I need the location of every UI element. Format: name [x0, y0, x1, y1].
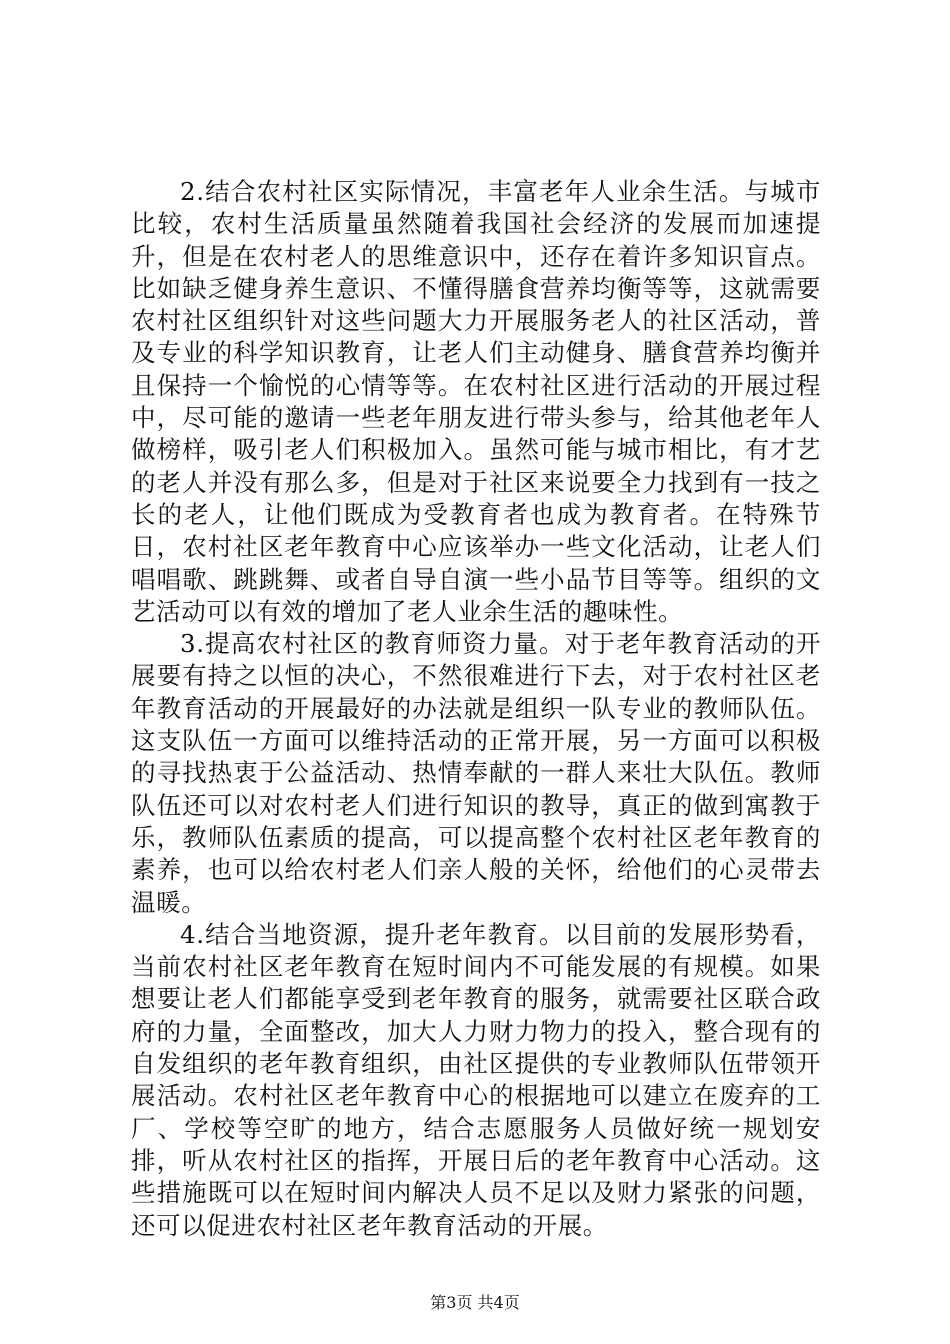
paragraph-item-3: 3.提高农村社区的教育师资力量。对于老年教育活动的开展要有持之以恒的决心，不然很难进行下去，对于农村社区老年教育活动的开展最好的办法就是组织一队专业的教师队伍。这支队伍一方面可以维持活动的正常开展，另一方面可以积极的寻找热衷于公益活动、热情奉献的一群人来壮大队伍。教师队伍还可以对农村老人们进行知识的教导，真正的做到寓教于乐，教师队伍素质的提高，可以提高整个农村社区老年教育的素养，也可以给农村老人们亲人般的关怀，给他们的心灵带去温暖。	[131, 629, 821, 917]
page-number-footer: 第3页 共4页	[430, 1293, 520, 1312]
paragraph-item-2: 2.结合农村社区实际情况，丰富老年人业余生活。与城市比较，农村生活质量虽然随着我国社会经济的发展而加速提升，但是在农村老人的思维意识中，还存在着许多知识盲点。比如缺乏健身养生意识、不懂得膳食营养均衡等等，这就需要农村社区组织针对这些问题大力开展服务老人的社区活动，普及专业的科学知识教育，让老人们主动健身、膳食营养均衡并且保持一个愉悦的心情等等。在农村社区进行活动的开展过程中，尽可能的邀请一些老年朋友进行带头参与，给其他老年人做榜样，吸引老人们积极加入。虽然可能与城市相比，有才艺的老人并没有那么多，但是对于社区来说要全力找到有一技之长的老人，让他们既成为受教育者也成为教育者。在特殊节日，农村社区老年教育中心应该举办一些文化活动，让老人们唱唱歌、跳跳舞、或者自导自演一些小品节目等等。组织的文艺活动可以有效的增加了老人业余生活的趣味性。	[131, 177, 821, 626]
document-body	[131, 176, 821, 1242]
paragraph-item-4: 4.结合当地资源，提升老年教育。以目前的发展形势看，当前农村社区老年教育在短时间内不可能发展的有规模。如果想要让老人们都能享受到老年教育的服务，就需要社区联合政府的力量，全面整改，加大人力财力物力的投入，整合现有的自发组织的老年教育组织，由社区提供的专业教师队伍带领开展活动。农村社区老年教育中心的根据地可以建立在废弃的工厂、学校等空旷的地方，结合志愿服务人员做好统一规划安排，听从农村社区的指挥，开展日后的老年教育中心活动。这些措施既可以在短时间内解决人员不足以及财力紧张的问题，还可以促进农村社区老年教育活动的开展。	[131, 919, 821, 1240]
